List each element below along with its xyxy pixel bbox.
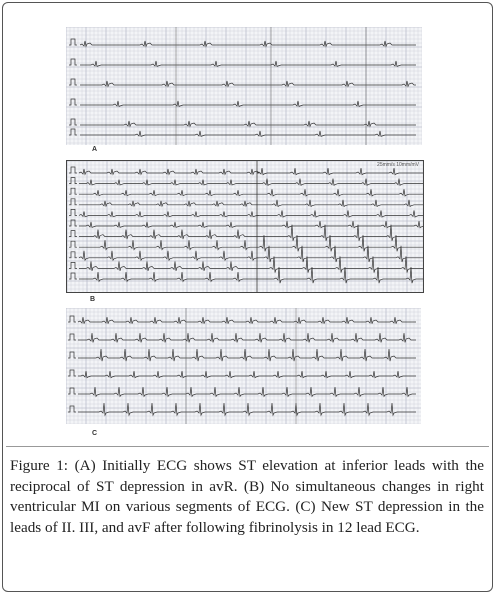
- panel-label-b: B: [90, 296, 96, 303]
- figure-caption: [10, 456, 484, 538]
- ecg-trace-b: [67, 161, 423, 292]
- caption-label: Figure 1:: [10, 457, 69, 474]
- panel-b-annotation: 25mm/s 10mm/mV: [377, 162, 419, 168]
- ecg-panel-a: [66, 27, 422, 145]
- ecg-panel-b: [66, 160, 424, 293]
- ecg-trace-a: [66, 27, 422, 145]
- panel-label-a: A: [92, 146, 98, 153]
- panel-label-c: C: [92, 430, 98, 437]
- caption-separator: [6, 446, 489, 447]
- ecg-panel-c: [66, 308, 421, 424]
- caption-text: (A) Initially ECG shows ST elevation at inferior leads with the reciprocal of ST depression in avR. (B) No simultaneous changes in right ventricular MI on various segments of ECG. (C) New ST depression in the leads of II. III, and avF after following fibrinolysis in 12 lead ECG.: [10, 457, 484, 536]
- ecg-trace-c: [66, 308, 421, 424]
